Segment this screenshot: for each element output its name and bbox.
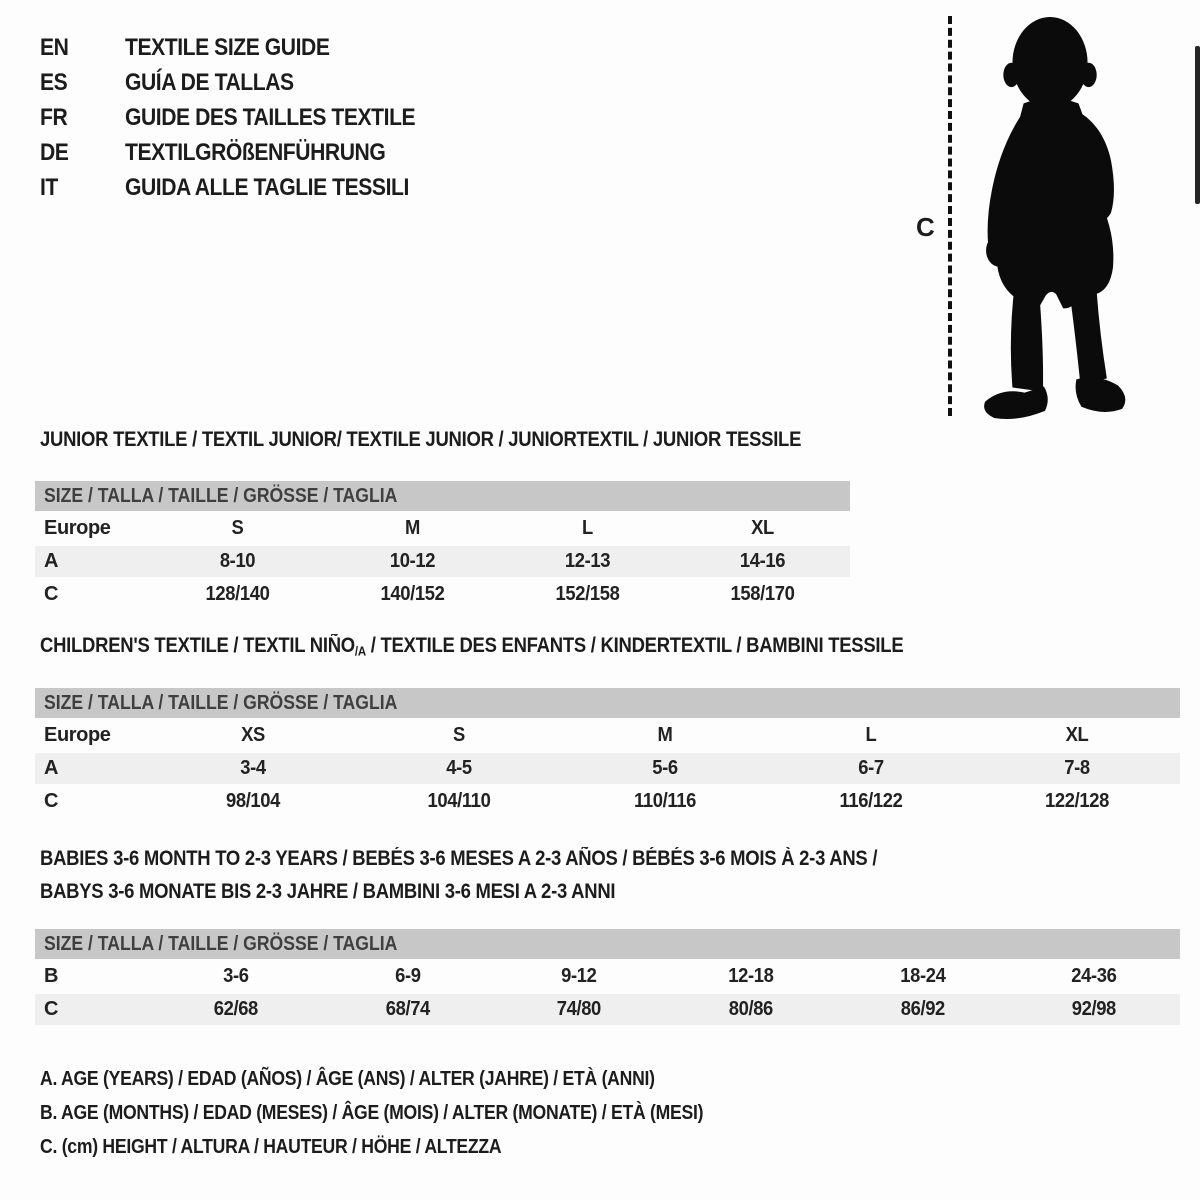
table-row-height [35,994,1180,1025]
heading-subscript: /A [354,643,366,659]
size-cell: XS [241,724,265,746]
legend-line-b [40,1096,794,1130]
language-row [40,135,455,170]
guide-title-it: GUIDA ALLE TAGLIE TESSILI [125,173,409,201]
size-cell: M [405,517,420,539]
height-measure-label: C [916,212,935,242]
height-cell: 98/104 [225,790,281,812]
babies-heading-line2: BABYS 3-6 MONATE BIS 2-3 JAHRE / BAMBINI 3-6 MESI A 2-3 ANNI [40,880,616,903]
row-label: C [44,583,59,605]
language-row [40,30,455,65]
row-label: C [44,790,59,812]
legend-line-c-text: C. (cm) HEIGHT / ALTURA / HAUTEUR / HÖHE / ALTEZZA [40,1135,502,1158]
age-cell: 14-16 [739,550,786,572]
children-section-heading [40,634,1021,659]
height-cell: 152/158 [555,583,620,605]
legend-line-b-text: B. AGE (MONTHS) / EDAD (MESES) / ÂGE (MOIS) / ALTER (MONATE) / ETÀ (MESI) [40,1101,704,1124]
row-label: A [44,550,59,572]
size-cell: S [453,724,465,746]
guide-title-en: TEXTILE SIZE GUIDE [125,33,330,61]
guide-title-de: TEXTILGRÖßENFÜHRUNG [125,138,386,166]
height-cell: 62/68 [213,998,258,1020]
legend-line-a [40,1062,794,1096]
size-header-label: SIZE / TALLA / TAILLE / GRÖSSE / TAGLIA [44,484,398,507]
size-header-label: SIZE / TALLA / TAILLE / GRÖSSE / TAGLIA [44,932,398,955]
age-cell: 5-6 [652,757,678,779]
height-cell: 86/92 [900,998,945,1020]
months-cell: 3-6 [223,965,249,987]
height-cell: 110/116 [634,790,696,812]
months-cell: 6-9 [394,965,421,987]
language-row [40,170,455,205]
language-code: FR [40,103,68,131]
children-size-table [35,688,1180,817]
age-cell: 7-8 [1064,757,1090,779]
heading-part: / TEXTILE DES ENFANTS / KINDERTEXTIL / BAMBINI TESSILE [365,634,904,657]
height-cell: 104/110 [427,790,491,812]
size-table-header-bar [35,688,1180,718]
age-cell: 10-12 [389,550,436,572]
months-cell: 18-24 [899,965,946,987]
height-cell: 128/140 [205,583,270,605]
heading-part: CHILDREN'S TEXTILE / TEXTIL NIÑO [40,634,355,657]
table-row-height [35,579,850,610]
height-cell: 158/170 [730,583,795,605]
age-cell: 3-4 [240,757,266,779]
size-cell: XL [1065,724,1089,746]
height-cell: 92/98 [1072,998,1117,1020]
row-label: Europe [44,517,111,539]
language-code: IT [40,173,58,201]
height-cell: 116/122 [839,790,903,812]
right-edge-mark [1195,46,1200,204]
measurement-legend [40,1062,794,1164]
table-row-europe [35,513,850,544]
row-label: Europe [44,724,111,746]
height-cell: 122/128 [1045,790,1109,812]
guide-title-es: GUÍA DE TALLAS [125,68,294,96]
size-header-label: SIZE / TALLA / TAILLE / GRÖSSE / TAGLIA [44,691,398,714]
months-cell: 9-12 [561,965,597,987]
legend-line-a-text: A. AGE (YEARS) / EDAD (AÑOS) / ÂGE (ANS) / ALTER (JAHRE) / ETÀ (ANNI) [40,1067,655,1090]
size-cell: S [231,517,244,539]
language-code: EN [40,33,69,61]
language-code: DE [40,138,69,166]
height-cell: 74/80 [557,998,602,1020]
babies-size-table [35,929,1180,1025]
months-cell: 12-18 [728,965,774,987]
babies-heading-line1: BABIES 3-6 MONTH TO 2-3 YEARS / BEBÉS 3-6 MESES A 2-3 AÑOS / BÉBÉS 3-6 MOIS À 2-3 ANS / [40,847,878,870]
months-cell: 24-36 [1071,965,1117,987]
legend-line-c [40,1130,794,1164]
height-cell: 80/86 [728,998,773,1020]
table-row-age [35,753,1180,784]
age-cell: 6-7 [858,757,884,779]
babies-section-heading [40,842,991,908]
junior-section-heading [40,428,905,452]
age-cell: 4-5 [446,757,472,779]
height-cell: 140/152 [380,583,445,605]
language-code: ES [40,68,68,96]
junior-section-heading-text: JUNIOR TEXTILE / TEXTIL JUNIOR/ TEXTILE JUNIOR / JUNIORTEXTIL / JUNIOR TESSILE [40,428,802,451]
table-row-europe [35,720,1180,751]
size-cell: L [582,517,593,539]
table-row-months [35,961,1180,992]
junior-size-table [35,481,850,610]
age-cell: 12-13 [564,550,611,572]
language-row [40,65,455,100]
size-table-header-bar [35,481,850,511]
size-cell: L [865,724,877,746]
table-row-age [35,546,850,577]
row-label: B [44,965,59,987]
toddler-silhouette [962,14,1136,420]
height-cell: 68/74 [385,998,430,1020]
height-measure-line [948,16,952,416]
language-row [40,100,455,135]
age-cell: 8-10 [219,550,256,572]
size-table-header-bar [35,929,1180,959]
row-label: A [44,757,59,779]
language-title-list [40,30,455,205]
size-cell: M [657,724,673,746]
size-cell: XL [751,517,774,539]
row-label: C [44,998,59,1020]
children-section-heading-text [40,634,903,659]
table-row-height [35,786,1180,817]
guide-title-fr: GUIDE DES TAILLES TEXTILE [125,103,416,131]
